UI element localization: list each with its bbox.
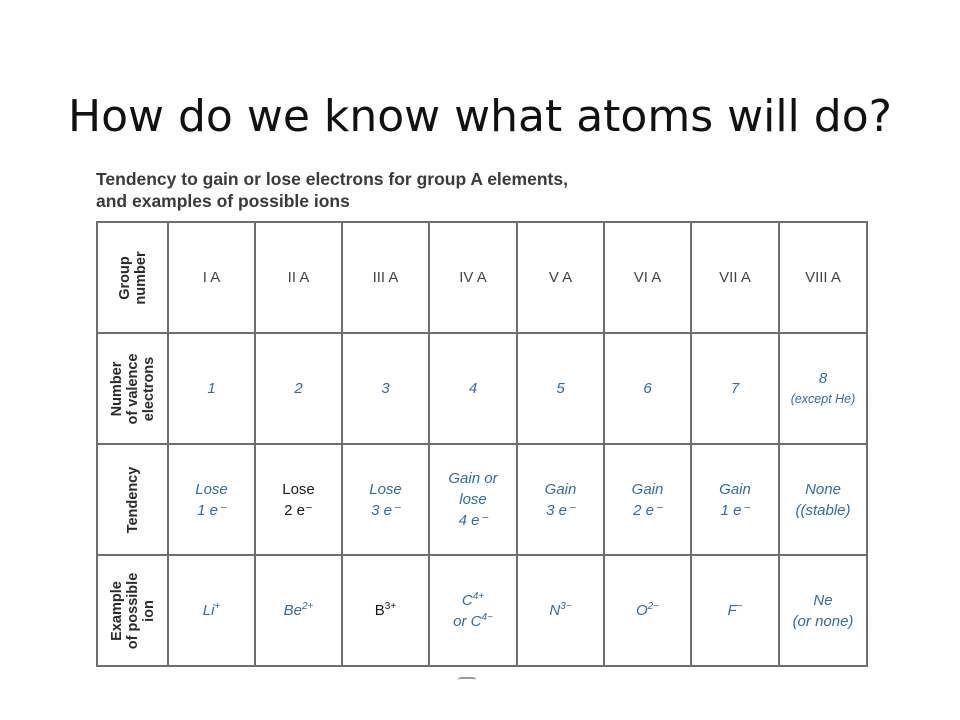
ion-charge: − <box>736 601 743 612</box>
ion-cell <box>429 555 517 666</box>
caption-line-1: Tendency to gain or lose electrons for group A elements, <box>96 169 568 189</box>
ion-cell <box>517 555 604 666</box>
ion-symbol: C <box>461 591 473 609</box>
group-cell: VIII A <box>779 222 867 333</box>
valence-cell <box>342 333 429 444</box>
row-valence-electrons <box>97 333 867 444</box>
group-cell: II A <box>255 222 342 333</box>
ion-line <box>692 600 778 621</box>
tendency-line: 4 e⁻ <box>458 512 488 529</box>
valence-cell <box>604 333 691 444</box>
row-header-line: Group <box>116 255 133 300</box>
valence-value: 4 <box>468 380 478 397</box>
row-header-line: of possible <box>124 572 141 649</box>
tendency-line: ((stable) <box>795 501 851 519</box>
row-header-line: Number <box>108 361 125 416</box>
valence-value: 1 <box>207 380 216 397</box>
tendency-cell <box>168 444 255 555</box>
ion-line <box>430 611 516 632</box>
valence-cell <box>429 333 517 444</box>
tendency-cell <box>517 444 604 555</box>
ion-cell <box>779 555 867 666</box>
valence-value: 3 <box>381 380 390 397</box>
group-cell: III A <box>342 222 429 333</box>
tendency-line: Lose <box>369 480 402 498</box>
row-tendency <box>97 444 867 555</box>
tendency-line: Lose <box>282 480 315 498</box>
group-cell: V A <box>517 222 604 333</box>
ion-cell <box>255 555 342 666</box>
tendency-line: Gain <box>631 480 664 498</box>
group-cell: IV A <box>429 222 517 333</box>
ion-charge: + <box>214 601 221 612</box>
ion-symbol: Li <box>202 602 215 619</box>
ion-line <box>430 590 516 611</box>
valence-cell <box>255 333 342 444</box>
row-example-ion <box>97 555 867 666</box>
valence-value: 5 <box>556 380 565 397</box>
row-header-group-number <box>97 222 168 333</box>
valence-note: (except He) <box>790 391 856 406</box>
tendency-cell <box>691 444 779 555</box>
group-cell: VII A <box>691 222 779 333</box>
ion-line <box>169 600 254 621</box>
row-group-number <box>97 222 867 333</box>
group-cell: VI A <box>604 222 691 333</box>
row-header-line: Tendency <box>124 466 141 533</box>
figure-caption <box>96 168 568 212</box>
valence-value: 8 <box>818 369 828 387</box>
ion-symbol: Be <box>283 602 302 619</box>
tendency-line: Gain <box>544 480 577 498</box>
tendency-cell <box>429 444 517 555</box>
ion-symbol: O <box>635 602 648 619</box>
ion-tendency-table <box>96 221 868 667</box>
valence-value: 2 <box>294 380 303 397</box>
ion-charge: 3− <box>560 601 572 612</box>
valence-value: 6 <box>643 380 652 397</box>
tendency-line: Lose <box>195 480 228 498</box>
tendency-line: Gain or <box>448 470 498 487</box>
tendency-line: 2 e⁻ <box>633 501 662 519</box>
ion-cell <box>342 555 429 666</box>
tendency-line: 3 e⁻ <box>371 501 400 519</box>
ion-line <box>518 600 603 621</box>
ion-line <box>605 600 690 621</box>
row-header-line: Example <box>108 580 125 641</box>
ion-symbol: (or none) <box>792 612 854 630</box>
slide-title: How do we know what atoms will do? <box>68 91 892 143</box>
ion-symbol: N <box>549 602 561 619</box>
row-header-tendency <box>97 444 168 555</box>
ion-line <box>780 590 866 611</box>
tendency-line: 3 e⁻ <box>546 501 575 519</box>
tendency-line: 2 e⁻ <box>284 501 313 519</box>
row-header-line: ion <box>140 599 157 622</box>
tendency-cell <box>342 444 429 555</box>
valence-cell <box>517 333 604 444</box>
tendency-line: None <box>805 480 841 498</box>
ion-symbol: F <box>727 602 737 619</box>
tendency-line: 1 e⁻ <box>197 501 226 519</box>
ion-line <box>256 600 341 621</box>
ion-charge: 2+ <box>301 601 314 612</box>
row-header-valence <box>97 333 168 444</box>
ion-cell <box>604 555 691 666</box>
ion-line <box>343 600 428 621</box>
valence-cell <box>168 333 255 444</box>
valence-value: 7 <box>730 380 740 397</box>
ion-charge: 4− <box>481 611 493 623</box>
row-header-example-ion <box>97 555 168 666</box>
tendency-line: lose <box>459 491 487 508</box>
tendency-line: 1 e⁻ <box>720 501 750 519</box>
ion-charge: 2− <box>647 601 660 612</box>
ion-charge: 3+ <box>384 601 397 612</box>
tendency-line: Gain <box>719 480 751 498</box>
ion-cell <box>168 555 255 666</box>
scan-mark <box>458 677 476 682</box>
ion-prefix: or <box>453 612 471 630</box>
row-header-line: number <box>132 250 149 305</box>
row-header-line: of valence <box>124 353 141 424</box>
tendency-cell <box>779 444 867 555</box>
row-header-line: electrons <box>140 356 157 421</box>
ion-line <box>780 611 866 632</box>
group-cell: I A <box>168 222 255 333</box>
ion-symbol: C <box>470 612 482 630</box>
tendency-cell <box>604 444 691 555</box>
valence-cell <box>779 333 867 444</box>
ion-charge: 4+ <box>472 590 485 602</box>
valence-cell <box>691 333 779 444</box>
ion-cell <box>691 555 779 666</box>
caption-line-2: and examples of possible ions <box>96 191 350 211</box>
ion-symbol: B <box>374 602 385 619</box>
tendency-cell <box>255 444 342 555</box>
ion-symbol: Ne <box>813 591 833 609</box>
